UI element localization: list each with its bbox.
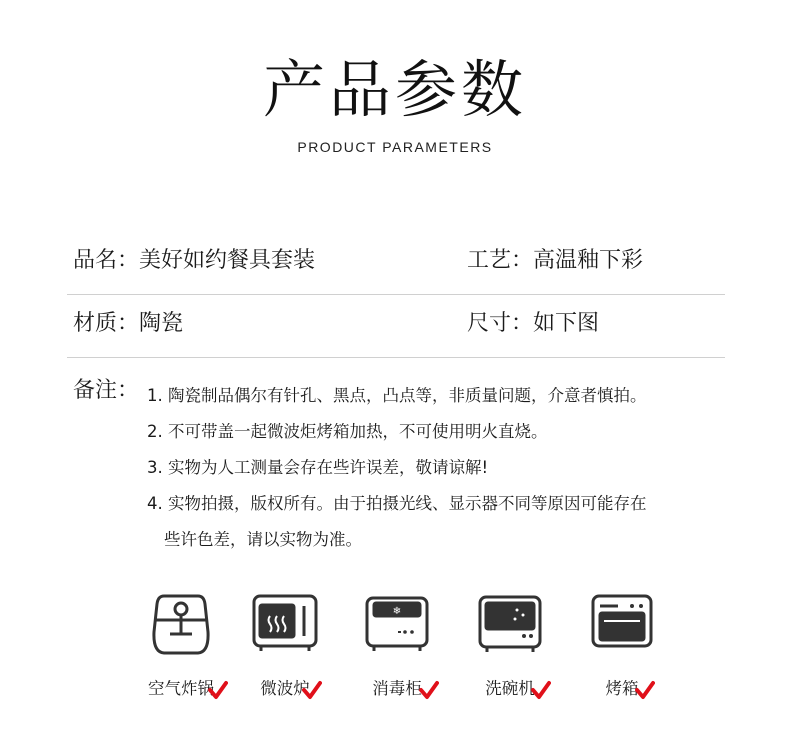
appliance-label: 洗碗机	[485, 679, 535, 698]
note-item-1: 1. 陶瓷制品偶尔有针孔、黑点，凸点等，非质量问题，介意者慎拍。	[147, 386, 647, 405]
appliance-list	[0, 590, 790, 710]
param-row-1	[67, 230, 725, 295]
appliance-label: 烤箱	[605, 679, 639, 698]
appliance-label: 空气炸锅	[148, 679, 214, 698]
note-item-2: 2. 不可带盖一起微波炬烤箱加热，不可使用明火直烧。	[147, 422, 548, 441]
page-subtitle: PRODUCT PARAMETERS	[297, 139, 493, 155]
check-icon	[419, 680, 439, 700]
sterilizer-icon	[364, 592, 430, 654]
param-name: 品名：美好如约餐具套装	[73, 248, 316, 273]
notes-label: 备注：	[73, 378, 140, 403]
air-fryer-icon	[150, 592, 212, 656]
appliance-microwave	[230, 590, 340, 710]
appliance-dishwasher	[455, 590, 565, 710]
note-item-3: 3. 实物为人工测量会存在些许误差，敬请谅解!	[147, 458, 489, 477]
check-icon	[635, 680, 655, 700]
oven-icon	[590, 592, 654, 652]
param-size: 尺寸：如下图	[467, 311, 600, 336]
page-title: 产品参数	[262, 53, 527, 126]
appliance-air-fryer	[126, 590, 236, 710]
dishwasher-icon	[477, 592, 543, 654]
check-icon	[531, 680, 551, 700]
note-item-4-continued: 些许色差，请以实物为准。	[164, 530, 362, 549]
appliance-sterilizer	[342, 590, 452, 710]
param-material: 材质：陶瓷	[73, 311, 184, 336]
param-row-2	[67, 293, 725, 358]
check-icon	[208, 680, 228, 700]
appliance-label: 消毒柜	[372, 679, 422, 698]
appliance-oven	[567, 590, 677, 710]
appliance-label: 微波炉	[260, 679, 310, 698]
check-icon	[302, 680, 322, 700]
svg-text:❄: ❄	[392, 606, 402, 617]
param-craft: 工艺：高温釉下彩	[467, 248, 644, 273]
note-item-4: 4. 实物拍摄，版权所有。由于拍摄光线、显示器不同等原因可能存在	[147, 494, 647, 513]
microwave-icon	[251, 592, 319, 654]
notes-list	[147, 378, 737, 558]
